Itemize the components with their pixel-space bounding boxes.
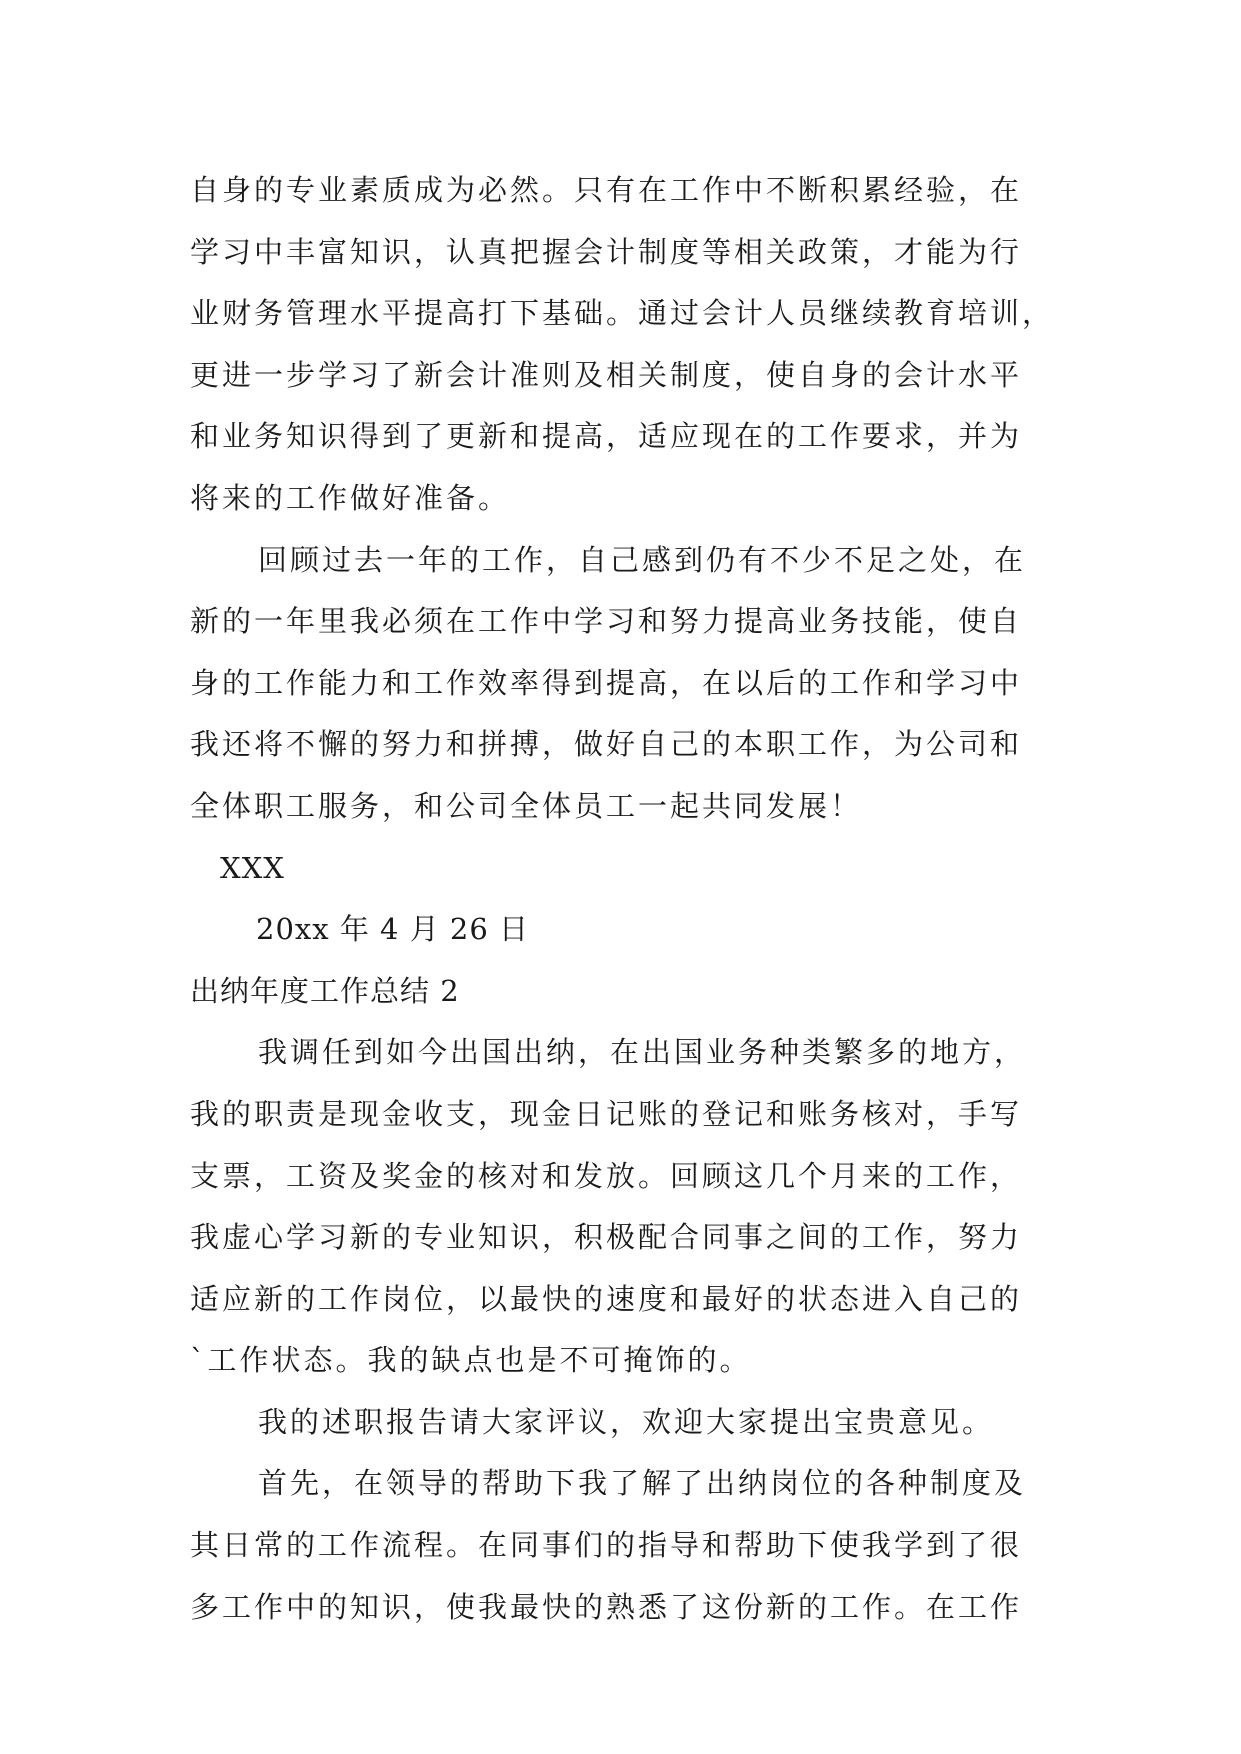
- text-line: 回顾过去一年的工作，自己感到仍有不少不足之处，在: [258, 542, 1027, 577]
- text-line: 首先，在领导的帮助下我了解了出纳岗位的各种制度及: [258, 1466, 1027, 1501]
- document-body: [190, 160, 1090, 1638]
- text-line: 和业务知识得到了更新和提高，适应现在的工作要求，并为: [190, 419, 1023, 454]
- text-line: 我的述职报告请大家评议，欢迎大家提出宝贵意见。: [258, 1404, 995, 1439]
- text-line: 自身的专业素质成为必然。只有在工作中不断积累经验，在: [190, 173, 1023, 207]
- text-line: 我调任到如今出国出纳，在出国业务种类繁多的地方，: [258, 1035, 1027, 1070]
- section-heading: 出纳年度工作总结 2: [190, 973, 460, 1008]
- text-line: 将来的工作做好准备。: [190, 480, 511, 515]
- text-line: 适应新的工作岗位，以最快的速度和最好的状态进入自己的: [190, 1281, 1023, 1316]
- text-line: 我的职责是现金收支，现金日记账的登记和账务核对，手写: [190, 1096, 1023, 1131]
- text-line: 全体职工服务，和公司全体员工一起共同发展！: [190, 788, 863, 823]
- text-line: 学习中丰富知识，认真把握会计制度等相关政策，才能为行: [190, 234, 1023, 269]
- text-line: 业财务管理水平提高打下基础。通过会计人员继续教育培训，: [190, 296, 1055, 331]
- text-line: 更进一步学习了新会计准则及相关制度，使自身的会计水平: [190, 357, 1023, 392]
- signature-date: 20xx 年 4 月 26 日: [256, 912, 530, 947]
- signature-name: XXX: [220, 850, 285, 885]
- text-line: 其日常的工作流程。在同事们的指导和帮助下使我学到了很: [190, 1528, 1023, 1563]
- text-line: 新的一年里我必须在工作中学习和努力提高业务技能，使自: [190, 604, 1023, 639]
- text-line: 我虚心学习新的专业知识，积极配合同事之间的工作，努力: [190, 1220, 1023, 1255]
- text-line: 我还将不懈的努力和拼搏，做好自己的本职工作，为公司和: [190, 727, 1023, 762]
- text-line: 支票，工资及奖金的核对和发放。回顾这几个月来的工作，: [190, 1158, 1023, 1193]
- text-line: 身的工作能力和工作效率得到提高，在以后的工作和学习中: [190, 665, 1023, 700]
- text-line: 多工作中的知识，使我最快的熟悉了这份新的工作。在工作: [190, 1589, 1023, 1624]
- text-line: `工作状态。我的缺点也是不可掩饰的。: [190, 1343, 752, 1378]
